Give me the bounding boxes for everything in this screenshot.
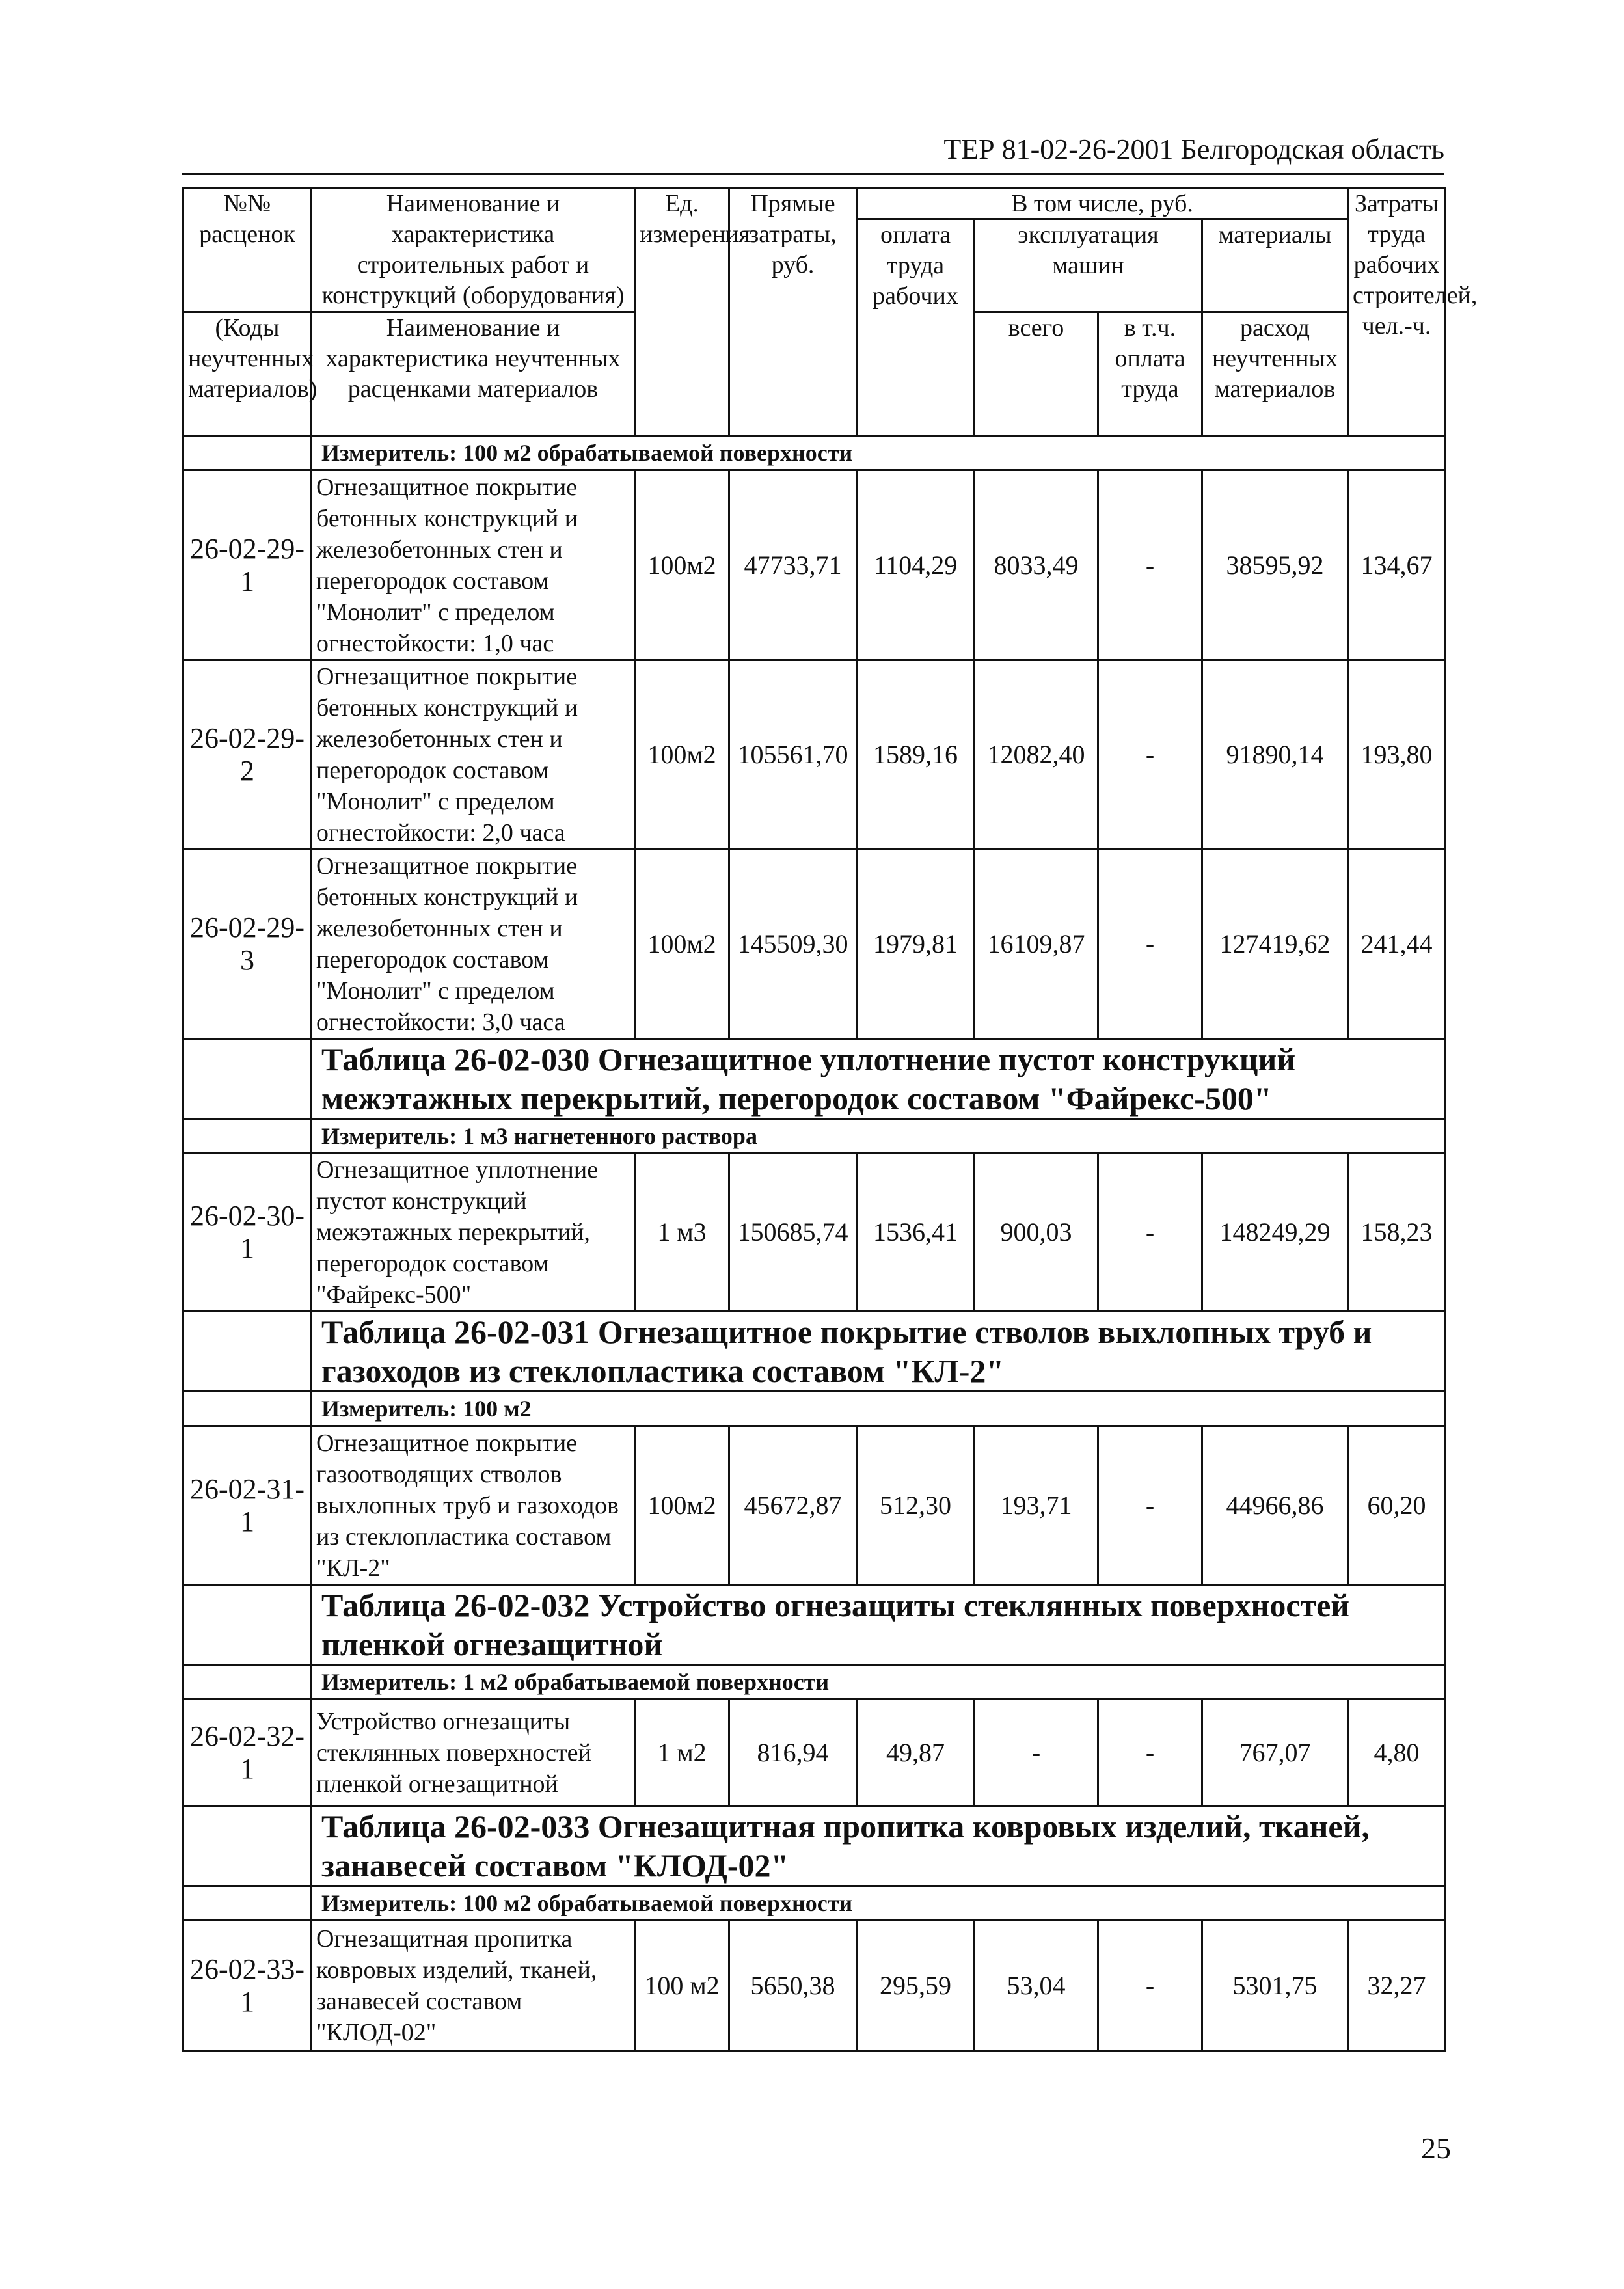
rate-code: 26-02-29-2 — [183, 660, 312, 850]
work-description: Огнезащитное уплотнение пустот конструкций межэтажных перекрытий, перегородок составом "Файрекс-500" — [312, 1154, 635, 1312]
materials-cost: 38595,92 — [1202, 470, 1348, 660]
section-spacer — [183, 1886, 312, 1921]
materials-cost: 767,07 — [1202, 1700, 1348, 1806]
col-wages-header: оплата труда рабочих — [857, 219, 975, 436]
measure-unit: Измеритель: 100 м2 обрабатываемой поверхности — [312, 436, 1446, 470]
machines-total: 12082,40 — [975, 660, 1098, 850]
rate-code: 26-02-29-3 — [183, 850, 312, 1039]
col-direct-header: Прямые затраты, руб. — [729, 188, 857, 436]
table-row — [183, 850, 1446, 1039]
unit-cell: 1 м3 — [635, 1154, 729, 1312]
rate-code: 26-02-29-1 — [183, 470, 312, 660]
table-row — [183, 1154, 1446, 1312]
labor-cost: 60,20 — [1348, 1426, 1446, 1585]
unit-cell: 1 м2 — [635, 1700, 729, 1806]
materials-cost: 127419,62 — [1202, 850, 1348, 1039]
direct-cost: 150685,74 — [729, 1154, 857, 1312]
table-row — [183, 470, 1446, 660]
wages-cost: 512,30 — [857, 1426, 975, 1585]
table-row — [183, 660, 1446, 850]
col-materials-header: материалы — [1202, 219, 1348, 312]
work-description: Огнезащитное покрытие бетонных конструкций и железобетонных стен и перегородок составом "Монолит" с пределом огнестойкости: 3,0 часа — [312, 850, 635, 1039]
materials-cost: 148249,29 — [1202, 1154, 1348, 1312]
col-code-header: №№ расценок — [183, 188, 312, 312]
table-row — [183, 1426, 1446, 1585]
measure-unit: Измеритель: 100 м2 — [312, 1392, 1446, 1426]
machines-wages: - — [1098, 1154, 1202, 1312]
col-machines-header: эксплуатация машин — [975, 219, 1202, 312]
labor-cost: 193,80 — [1348, 660, 1446, 850]
col-code2-header: (Коды неучтенных материалов) — [183, 312, 312, 436]
section-spacer — [183, 1665, 312, 1700]
col-labor-header: Затраты труда рабочих строителей, чел.-ч. — [1348, 188, 1446, 436]
machines-wages: - — [1098, 1921, 1202, 2051]
section-spacer — [183, 1119, 312, 1154]
machines-wages: - — [1098, 1426, 1202, 1585]
materials-cost: 44966,86 — [1202, 1426, 1348, 1585]
section-spacer — [183, 1392, 312, 1426]
wages-cost: 295,59 — [857, 1921, 975, 2051]
direct-cost: 47733,71 — [729, 470, 857, 660]
wages-cost: 1979,81 — [857, 850, 975, 1039]
machines-wages: - — [1098, 850, 1202, 1039]
measure-unit: Измеритель: 100 м2 обрабатываемой поверхности — [312, 1886, 1446, 1921]
direct-cost: 145509,30 — [729, 850, 857, 1039]
machines-wages: - — [1098, 660, 1202, 850]
col-name2-header: Наименование и характеристика неучтенных расценками материалов — [312, 312, 635, 436]
section-spacer — [183, 1806, 312, 1886]
direct-cost: 816,94 — [729, 1700, 857, 1806]
work-description: Огнезащитная пропитка ковровых изделий, тканей, занавесей составом "КЛОД-02" — [312, 1921, 635, 2051]
table-title: Таблица 26-02-031 Огнезащитное покрытие стволов выхлопных труб и газоходов из стеклопластика составом "КЛ-2" — [312, 1312, 1446, 1392]
wages-cost: 1589,16 — [857, 660, 975, 850]
table-title: Таблица 26-02-032 Устройство огнезащиты стеклянных поверхностей пленкой огнезащитной — [312, 1585, 1446, 1665]
section-spacer — [183, 1585, 312, 1665]
table-title: Таблица 26-02-033 Огнезащитная пропитка ковровых изделий, тканей, занавесей составом "КЛОД-02" — [312, 1806, 1446, 1886]
direct-cost: 105561,70 — [729, 660, 857, 850]
wages-cost: 49,87 — [857, 1700, 975, 1806]
labor-cost: 4,80 — [1348, 1700, 1446, 1806]
document-header: ТЕР 81-02-26-2001 Белгородская область — [182, 130, 1444, 175]
page-number: 25 — [1421, 2132, 1451, 2165]
machines-wages: - — [1098, 470, 1202, 660]
rate-code: 26-02-30-1 — [183, 1154, 312, 1312]
machines-total: - — [975, 1700, 1098, 1806]
rate-code: 26-02-31-1 — [183, 1426, 312, 1585]
table-row — [183, 1921, 1446, 2051]
table-title: Таблица 26-02-030 Огнезащитное уплотнение пустот конструкций межэтажных перекрытий, перегородок составом "Файрекс-500" — [312, 1039, 1446, 1119]
rates-table — [182, 187, 1478, 2052]
section-spacer — [183, 1312, 312, 1392]
labor-cost: 241,44 — [1348, 850, 1446, 1039]
rate-code: 26-02-32-1 — [183, 1700, 312, 1806]
machines-total: 8033,49 — [975, 470, 1098, 660]
measure-unit: Измеритель: 1 м3 нагнетенного раствора — [312, 1119, 1446, 1154]
wages-cost: 1536,41 — [857, 1154, 975, 1312]
col-unit-header: Ед. измерения — [635, 188, 729, 436]
col-name-header: Наименование и характеристика строительных работ и конструкций (оборудования) — [312, 188, 635, 312]
labor-cost: 32,27 — [1348, 1921, 1446, 2051]
machines-total: 16109,87 — [975, 850, 1098, 1039]
unit-cell: 100м2 — [635, 850, 729, 1039]
section-spacer — [183, 436, 312, 470]
machines-total: 53,04 — [975, 1921, 1098, 2051]
machines-wages: - — [1098, 1700, 1202, 1806]
col-mach-wages-header: в т.ч. оплата труда — [1098, 312, 1202, 436]
machines-total: 900,03 — [975, 1154, 1098, 1312]
work-description: Огнезащитное покрытие бетонных конструкций и железобетонных стен и перегородок составом "Монолит" с пределом огнестойкости: 1,0 час — [312, 470, 635, 660]
unit-cell: 100м2 — [635, 660, 729, 850]
unit-cell: 100 м2 — [635, 1921, 729, 2051]
labor-cost: 134,67 — [1348, 470, 1446, 660]
materials-cost: 5301,75 — [1202, 1921, 1348, 2051]
direct-cost: 5650,38 — [729, 1921, 857, 2051]
machines-total: 193,71 — [975, 1426, 1098, 1585]
measure-unit: Измеритель: 1 м2 обрабатываемой поверхности — [312, 1665, 1446, 1700]
work-description: Устройство огнезащиты стеклянных поверхностей пленкой огнезащитной — [312, 1700, 635, 1806]
rate-code: 26-02-33-1 — [183, 1921, 312, 2051]
unit-cell: 100м2 — [635, 1426, 729, 1585]
unit-cell: 100м2 — [635, 470, 729, 660]
section-spacer — [183, 1039, 312, 1119]
labor-cost: 158,23 — [1348, 1154, 1446, 1312]
table-row — [183, 1700, 1446, 1806]
col-mach-total-header: всего — [975, 312, 1098, 436]
work-description: Огнезащитное покрытие бетонных конструкций и железобетонных стен и перегородок составом "Монолит" с пределом огнестойкости: 2,0 часа — [312, 660, 635, 850]
work-description: Огнезащитное покрытие газоотводящих стволов выхлопных труб и газоходов из стеклопластика составом "КЛ-2" — [312, 1426, 635, 1585]
materials-cost: 91890,14 — [1202, 660, 1348, 850]
col-mat-unacc-header: расход неучтенных материалов — [1202, 312, 1348, 436]
direct-cost: 45672,87 — [729, 1426, 857, 1585]
wages-cost: 1104,29 — [857, 470, 975, 660]
col-incl-header: В том числе, руб. — [857, 188, 1348, 219]
